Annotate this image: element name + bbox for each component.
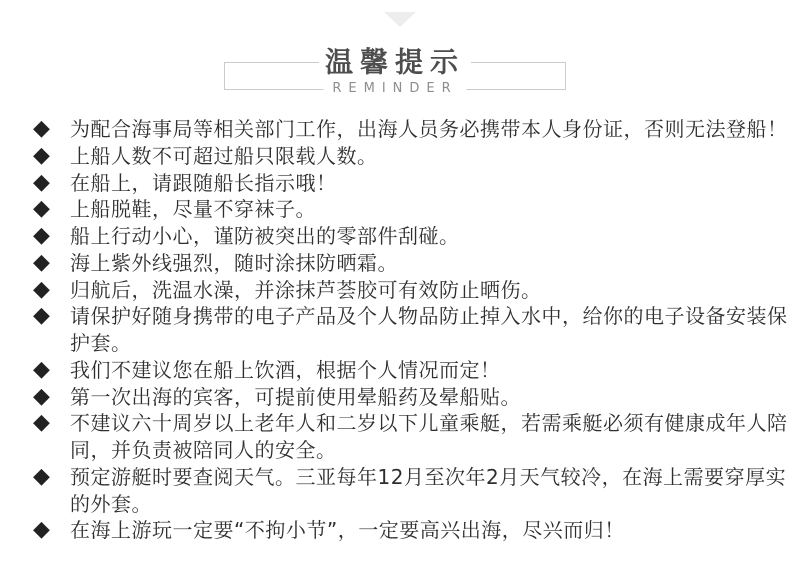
tip-text: 我们不建议您在船上饮酒，根据个人情况而定！ [70, 357, 501, 382]
diamond-bullet-icon: ◆ [33, 223, 50, 248]
reminder-header [224, 45, 566, 97]
diamond-bullet-icon: ◆ [33, 169, 50, 195]
tip-item [33, 223, 795, 250]
diamond-bullet-icon: ◆ [33, 116, 50, 141]
diamond-bullet-icon: ◆ [33, 463, 50, 489]
tip-item [33, 464, 795, 518]
diamond-bullet-icon: ◆ [33, 142, 50, 168]
tip-item [33, 303, 795, 357]
diamond-bullet-icon: ◆ [33, 356, 50, 382]
tip-text: 上船脱鞋，尽量不穿袜子。 [70, 197, 316, 222]
tip-item [33, 410, 795, 464]
tip-item [33, 357, 795, 384]
tip-text: 第一次出海的宾客，可提前使用晕船药及晕船贴。 [70, 384, 521, 409]
tip-item [33, 517, 795, 544]
diamond-bullet-icon: ◆ [33, 249, 50, 275]
diamond-bullet-icon: ◆ [33, 517, 50, 543]
tip-item [33, 116, 795, 143]
page-subtitle: REMINDER [323, 81, 466, 97]
tip-item [33, 277, 795, 304]
tip-text: 上船人数不可超过船只限载人数。 [70, 143, 378, 168]
tip-item [33, 143, 795, 170]
tip-text: 预定游艇时要查阅天气。三亚每年12月至次年2月天气较冷，在海上需要穿厚实的外套。 [70, 464, 787, 516]
tip-text: 在海上游玩一定要“不拘小节”，一定要高兴出海，尽兴而归！ [70, 518, 625, 543]
tip-item [33, 250, 795, 277]
diamond-bullet-icon: ◆ [33, 383, 50, 409]
tip-text: 归航后，洗温水澡，并涂抹芦荟胶可有效防止晒伤。 [70, 277, 542, 302]
tips-list [33, 116, 795, 544]
down-triangle-icon [384, 12, 416, 27]
diamond-bullet-icon: ◆ [33, 303, 50, 329]
diamond-bullet-icon: ◆ [33, 410, 50, 436]
tip-text: 船上行动小心，谨防被突出的零部件刮碰。 [70, 224, 460, 248]
diamond-bullet-icon: ◆ [33, 196, 50, 222]
diamond-bullet-icon: ◆ [33, 276, 50, 302]
tip-item [33, 170, 795, 197]
tip-text: 不建议六十周岁以上老年人和二岁以下儿童乘艇，若需乘艇必须有健康成年人陪同，并负责被陪同人的安全。 [70, 411, 788, 462]
tip-text: 在船上，请跟随船长指示哦！ [70, 170, 337, 195]
tip-text: 请保护好随身携带的电子产品及个人物品防止掉入水中，给你的电子设备安装保护套。 [70, 304, 788, 355]
tip-item [33, 384, 795, 411]
page-title: 温馨提示 [319, 48, 471, 79]
tip-text: 海上紫外线强烈，随时涂抹防晒霜。 [70, 250, 398, 275]
tip-item [33, 196, 795, 223]
tip-text: 为配合海事局等相关部门工作，出海人员务必携带本人身份证，否则无法登船！ [70, 117, 788, 141]
